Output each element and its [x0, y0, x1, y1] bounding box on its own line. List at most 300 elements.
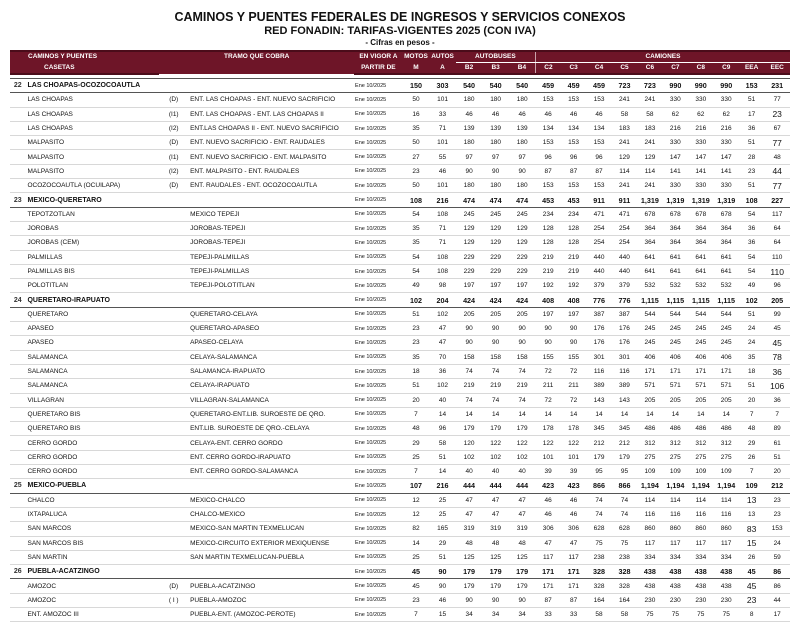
row-value: 25 [403, 450, 430, 464]
row-value: 62 [663, 107, 688, 121]
row-value: 51 [403, 307, 430, 321]
group-value: 328 [612, 565, 637, 579]
row-value: 216 [688, 121, 713, 135]
row-value: 51 [739, 179, 764, 193]
table-row [10, 164, 790, 178]
row-value: 179 [509, 579, 536, 593]
row-value: 301 [586, 350, 611, 364]
row-value: 7 [739, 465, 764, 479]
caseta-name: JOROBAS [25, 221, 159, 235]
row-value: 147 [663, 150, 688, 164]
row-value: 59 [764, 550, 790, 564]
row-value: 117 [688, 536, 713, 550]
row-value: 219 [482, 379, 509, 393]
row-spacer [10, 579, 25, 593]
table-header [10, 51, 790, 79]
row-value: 74 [612, 507, 637, 521]
row-value: 58 [637, 107, 662, 121]
row-value: 330 [714, 136, 739, 150]
row-value: 125 [509, 550, 536, 564]
row-value: 254 [612, 236, 637, 250]
row-value: 40 [456, 465, 483, 479]
caseta-name: TEPOTZOTLAN [25, 207, 159, 221]
tramo-name: SAN MARTIN TEXMELUCAN-PUEBLA [188, 550, 354, 564]
row-value: 114 [663, 493, 688, 507]
row-value: 51 [739, 307, 764, 321]
row-value: 90 [456, 322, 483, 336]
header-code: B2 [456, 63, 483, 75]
caseta-suffix [159, 236, 188, 250]
header-date-top: EN VIGOR A [354, 51, 403, 63]
row-spacer [10, 136, 25, 150]
group-value: 303 [429, 79, 456, 93]
row-value: 7 [739, 407, 764, 421]
row-value: 234 [535, 207, 560, 221]
row-value: 171 [663, 364, 688, 378]
row-value: 23 [739, 164, 764, 178]
row-value: 44 [764, 164, 790, 178]
row-date: Ene 10/2025 [354, 364, 403, 378]
row-value: 330 [688, 179, 713, 193]
row-value: 571 [688, 379, 713, 393]
group-value: 107 [403, 479, 430, 493]
row-value: 71 [429, 121, 456, 135]
row-value: 13 [739, 493, 764, 507]
row-value: 234 [561, 207, 586, 221]
row-value: 129 [509, 221, 536, 235]
row-value: 330 [688, 93, 713, 107]
row-date: Ene 10/2025 [354, 493, 403, 507]
row-value: 153 [561, 93, 586, 107]
caseta-name: AMOZOC [25, 593, 159, 607]
caseta-suffix [159, 207, 188, 221]
row-value: 319 [482, 522, 509, 536]
row-value: 51 [739, 93, 764, 107]
row-value: 116 [586, 364, 611, 378]
caseta-suffix: (D) [159, 93, 188, 107]
row-value: 17 [764, 607, 790, 621]
row-date: Ene 10/2025 [354, 121, 403, 135]
row-value: 109 [714, 465, 739, 479]
row-value: 178 [561, 422, 586, 436]
row-value: 116 [637, 507, 662, 521]
caseta-name: JOROBAS (CEM) [25, 236, 159, 250]
row-value: 205 [637, 393, 662, 407]
caseta-suffix [159, 322, 188, 336]
row-value: 532 [714, 279, 739, 293]
row-value: 192 [535, 279, 560, 293]
row-value: 54 [403, 207, 430, 221]
group-value: 1,319 [663, 193, 688, 207]
row-value: 406 [637, 350, 662, 364]
row-value: 18 [403, 364, 430, 378]
row-value: 51 [739, 379, 764, 393]
row-value: 58 [429, 436, 456, 450]
group-value: 45 [739, 565, 764, 579]
caseta-suffix: (I1) [159, 107, 188, 121]
group-name: MEXICO-PUEBLA [25, 479, 354, 493]
row-date: Ene 10/2025 [354, 607, 403, 621]
group-name: MEXICO-QUERETARO [25, 193, 354, 207]
row-spacer [10, 250, 25, 264]
row-value: 143 [612, 393, 637, 407]
row-value: 14 [429, 407, 456, 421]
row-value: 364 [688, 221, 713, 235]
group-value: 990 [714, 79, 739, 93]
row-spacer [10, 507, 25, 521]
row-value: 641 [637, 250, 662, 264]
group-value: 216 [429, 479, 456, 493]
row-value: 49 [739, 279, 764, 293]
caseta-name: PALMILLAS BIS [25, 264, 159, 278]
row-value: 36 [429, 364, 456, 378]
row-value: 117 [764, 207, 790, 221]
tramo-name: CELAYA-IRAPUATO [188, 379, 354, 393]
row-spacer [10, 522, 25, 536]
row-spacer [10, 436, 25, 450]
row-value: 45 [739, 579, 764, 593]
row-value: 229 [482, 264, 509, 278]
caseta-name: CHALCO [25, 493, 159, 507]
row-value: 219 [509, 379, 536, 393]
group-row [10, 479, 790, 493]
table-row [10, 579, 790, 593]
row-value: 47 [482, 493, 509, 507]
caseta-suffix: (I2) [159, 121, 188, 135]
row-value: 319 [509, 522, 536, 536]
group-value: 1,194 [688, 479, 713, 493]
row-spacer [10, 221, 25, 235]
row-value: 219 [456, 379, 483, 393]
row-value: 96 [561, 150, 586, 164]
table-row [10, 593, 790, 607]
row-value: 183 [637, 121, 662, 135]
row-value: 114 [612, 164, 637, 178]
row-value: 486 [637, 422, 662, 436]
row-value: 178 [535, 422, 560, 436]
row-value: 77 [764, 93, 790, 107]
row-value: 23 [403, 164, 430, 178]
row-value: 219 [561, 264, 586, 278]
row-value: 75 [612, 536, 637, 550]
row-spacer [10, 322, 25, 336]
group-value: 153 [739, 79, 764, 93]
row-value: 301 [612, 350, 637, 364]
row-value: 139 [509, 121, 536, 135]
row-spacer [10, 236, 25, 250]
row-value: 141 [714, 164, 739, 178]
caseta-suffix [159, 221, 188, 235]
row-value: 87 [535, 593, 560, 607]
group-value: 227 [764, 193, 790, 207]
row-value: 176 [612, 336, 637, 350]
row-value: 179 [456, 422, 483, 436]
row-value: 46 [586, 107, 611, 121]
row-value: 229 [456, 264, 483, 278]
table-row [10, 507, 790, 521]
row-value: 90 [482, 336, 509, 350]
row-value: 275 [688, 450, 713, 464]
group-value: 179 [456, 565, 483, 579]
row-value: 23 [764, 493, 790, 507]
group-date: Ene 10/2025 [354, 293, 403, 307]
row-value: 205 [714, 393, 739, 407]
caseta-name: QUERETARO BIS [25, 422, 159, 436]
row-spacer [10, 93, 25, 107]
group-name: LAS CHOAPAS-OCOZOCOAUTLA [25, 79, 354, 93]
header-autos: AUTOS [429, 51, 456, 63]
row-value: 129 [482, 236, 509, 250]
row-value: 116 [714, 507, 739, 521]
tramo-name: CELAYA-ENT. CERRO GORDO [188, 436, 354, 450]
row-value: 230 [663, 593, 688, 607]
caseta-suffix [159, 407, 188, 421]
group-value: 1,115 [663, 293, 688, 307]
row-date: Ene 10/2025 [354, 465, 403, 479]
row-value: 219 [561, 250, 586, 264]
row-value: 860 [714, 522, 739, 536]
row-spacer [10, 607, 25, 621]
row-value: 129 [637, 150, 662, 164]
row-date: Ene 10/2025 [354, 150, 403, 164]
row-date: Ene 10/2025 [354, 536, 403, 550]
tramo-name: ENT. CERRO GORDO-SALAMANCA [188, 465, 354, 479]
row-value: 20 [739, 393, 764, 407]
row-value: 102 [429, 379, 456, 393]
group-value: 86 [764, 565, 790, 579]
row-value: 319 [456, 522, 483, 536]
row-value: 46 [509, 107, 536, 121]
row-value: 122 [509, 436, 536, 450]
group-value: 90 [429, 565, 456, 579]
row-value: 197 [561, 307, 586, 321]
caseta-suffix: (D) [159, 136, 188, 150]
row-value: 438 [688, 579, 713, 593]
tramo-name: PUEBLA-AMOZOC [188, 593, 354, 607]
row-value: 35 [403, 236, 430, 250]
header-section: TRAMO QUE COBRA [159, 51, 354, 74]
row-value: 14 [482, 407, 509, 421]
tramo-name: PUEBLA-ACATZINGO [188, 579, 354, 593]
row-value: 72 [535, 364, 560, 378]
group-value: 424 [456, 293, 483, 307]
group-value: 171 [561, 565, 586, 579]
row-value: 46 [429, 593, 456, 607]
row-value: 36 [764, 364, 790, 378]
table-row [10, 364, 790, 378]
row-date: Ene 10/2025 [354, 550, 403, 564]
row-value: 29 [403, 436, 430, 450]
row-value: 129 [456, 221, 483, 235]
row-value: 46 [535, 507, 560, 521]
row-value: 109 [637, 465, 662, 479]
row-value: 219 [535, 264, 560, 278]
group-value: 776 [586, 293, 611, 307]
row-value: 171 [714, 364, 739, 378]
caseta-name: SALAMANCA [25, 379, 159, 393]
row-value: 87 [586, 164, 611, 178]
row-value: 245 [663, 336, 688, 350]
row-value: 75 [663, 607, 688, 621]
row-value: 120 [456, 436, 483, 450]
tramo-name: JOROBAS-TEPEJI [188, 221, 354, 235]
row-value: 46 [456, 107, 483, 121]
row-value: 47 [482, 507, 509, 521]
row-value: 47 [509, 507, 536, 521]
row-value: 46 [482, 107, 509, 121]
header-code: C5 [612, 63, 637, 75]
group-value: 179 [482, 565, 509, 579]
group-value: 474 [456, 193, 483, 207]
row-value: 364 [714, 236, 739, 250]
row-value: 122 [561, 436, 586, 450]
row-value: 74 [456, 364, 483, 378]
caseta-suffix [159, 536, 188, 550]
row-date: Ene 10/2025 [354, 436, 403, 450]
row-date: Ene 10/2025 [354, 279, 403, 293]
row-value: 628 [586, 522, 611, 536]
row-value: 96 [586, 150, 611, 164]
group-date: Ene 10/2025 [354, 565, 403, 579]
row-value: 33 [561, 607, 586, 621]
row-value: 229 [482, 250, 509, 264]
row-value: 212 [586, 436, 611, 450]
row-date: Ene 10/2025 [354, 507, 403, 521]
row-value: 102 [429, 307, 456, 321]
row-value: 7 [403, 607, 430, 621]
row-value: 90 [561, 322, 586, 336]
table-row [10, 422, 790, 436]
row-value: 58 [586, 607, 611, 621]
row-value: 143 [586, 393, 611, 407]
table-row [10, 493, 790, 507]
row-value: 571 [663, 379, 688, 393]
group-value: 444 [482, 479, 509, 493]
row-value: 158 [482, 350, 509, 364]
tramo-name: ENT. NUEVO SACRIFICIO - ENT. RAUDALES [188, 136, 354, 150]
row-value: 330 [663, 179, 688, 193]
row-value: 82 [403, 522, 430, 536]
row-value: 254 [586, 221, 611, 235]
row-value: 860 [688, 522, 713, 536]
header-code: C8 [688, 63, 713, 75]
row-spacer [10, 407, 25, 421]
row-value: 36 [764, 393, 790, 407]
row-value: 389 [586, 379, 611, 393]
row-value: 48 [482, 536, 509, 550]
row-value: 334 [714, 550, 739, 564]
row-value: 74 [509, 364, 536, 378]
row-date: Ene 10/2025 [354, 450, 403, 464]
caseta-suffix [159, 436, 188, 450]
tramo-name: SALAMANCA-IRAPUATO [188, 364, 354, 378]
row-value: 216 [663, 121, 688, 135]
row-value: 211 [535, 379, 560, 393]
row-value: 74 [586, 493, 611, 507]
row-date: Ene 10/2025 [354, 579, 403, 593]
row-spacer [10, 307, 25, 321]
group-value: 1,115 [688, 293, 713, 307]
group-index: 23 [10, 193, 25, 207]
row-spacer [10, 279, 25, 293]
row-value: 641 [663, 250, 688, 264]
row-date: Ene 10/2025 [354, 236, 403, 250]
tramo-name: CELAYA-SALAMANCA [188, 350, 354, 364]
header-autobuses: AUTOBUSES [456, 51, 536, 63]
group-value: 1,194 [663, 479, 688, 493]
row-value: 254 [586, 236, 611, 250]
row-spacer [10, 550, 25, 564]
table-row [10, 379, 790, 393]
group-value: 328 [586, 565, 611, 579]
tramo-name: QUERETARO-ENT.LIB. SUROESTE DE QRO. [188, 407, 354, 421]
row-value: 106 [764, 379, 790, 393]
row-value: 46 [429, 164, 456, 178]
row-value: 544 [688, 307, 713, 321]
caseta-name: ENT. AMOZOC III [25, 607, 159, 621]
header-code: M [403, 63, 430, 75]
table-row [10, 221, 790, 235]
group-value: 231 [764, 79, 790, 93]
row-value: 40 [429, 393, 456, 407]
row-value: 544 [637, 307, 662, 321]
row-spacer [10, 465, 25, 479]
group-value: 424 [509, 293, 536, 307]
row-value: 58 [612, 107, 637, 121]
row-value: 179 [586, 450, 611, 464]
row-value: 117 [637, 536, 662, 550]
group-value: 990 [688, 79, 713, 93]
row-value: 275 [663, 450, 688, 464]
row-spacer [10, 593, 25, 607]
group-value: 102 [403, 293, 430, 307]
row-date: Ene 10/2025 [354, 322, 403, 336]
caseta-suffix [159, 522, 188, 536]
row-value: 77 [764, 136, 790, 150]
row-value: 229 [456, 250, 483, 264]
row-value: 158 [456, 350, 483, 364]
tramo-name: APASEO-CELAYA [188, 336, 354, 350]
row-value: 364 [663, 221, 688, 235]
row-value: 197 [456, 279, 483, 293]
caseta-name: APASEO [25, 336, 159, 350]
row-value: 125 [456, 550, 483, 564]
row-value: 72 [561, 393, 586, 407]
caseta-name: LAS CHOAPAS [25, 121, 159, 135]
row-value: 25 [403, 550, 430, 564]
row-value: 180 [482, 93, 509, 107]
row-spacer [10, 164, 25, 178]
row-value: 171 [637, 364, 662, 378]
row-value: 205 [456, 307, 483, 321]
table-row [10, 136, 790, 150]
row-value: 245 [688, 322, 713, 336]
row-value: 153 [535, 136, 560, 150]
group-name: QUERETARO-IRAPUATO [25, 293, 354, 307]
row-value: 245 [509, 207, 536, 221]
tramo-name: VILLAGRAN-SALAMANCA [188, 393, 354, 407]
row-value: 122 [482, 436, 509, 450]
header-code: C9 [714, 63, 739, 75]
caseta-name: QUERETARO BIS [25, 407, 159, 421]
row-value: 34 [509, 607, 536, 621]
header-roads: CAMINOS Y PUENTES [10, 51, 159, 63]
row-value: 7 [403, 465, 430, 479]
row-value: 14 [403, 536, 430, 550]
row-value: 153 [764, 522, 790, 536]
group-value: 540 [509, 79, 536, 93]
row-value: 114 [688, 493, 713, 507]
